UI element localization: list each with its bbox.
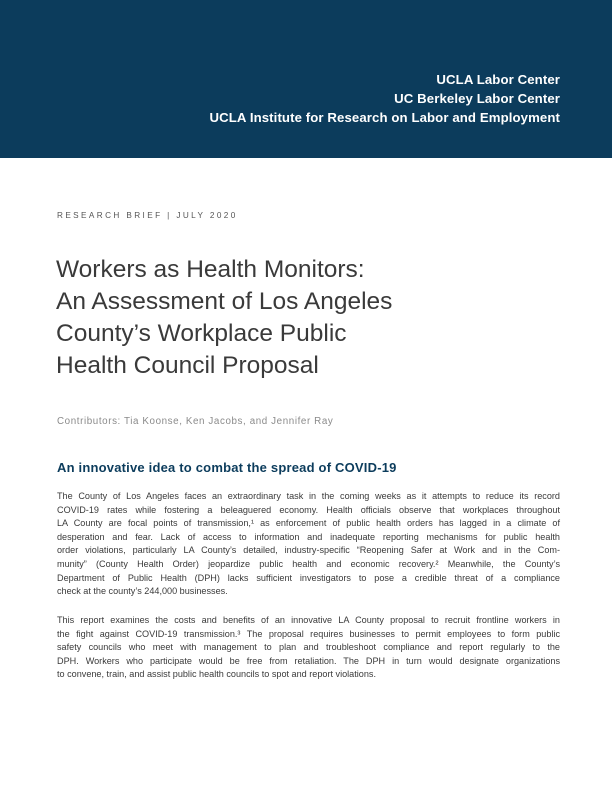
paragraph-line: DPH. Workers who participate would be free from retaliation. The DPH in turn would designate organizations <box>57 655 560 666</box>
organization-name: UC Berkeley Labor Center <box>394 91 560 106</box>
organization-list <box>210 70 560 127</box>
paragraph-line: The County of Los Angeles faces an extraordinary task in the coming weeks as it attempts to reduce its record <box>57 491 560 501</box>
section-heading: An innovative idea to combat the spread of COVID-19 <box>57 460 397 475</box>
title-line: Workers as Health Monitors: <box>56 256 365 283</box>
paragraph-line: desperation and fear. Lack of access to information and inadequate reporting mechanisms for public health <box>57 531 560 542</box>
page-title <box>56 254 476 382</box>
paragraph-line: This report examines the costs and benefits of an innovative LA County proposal to recruit frontline workers in <box>57 615 560 625</box>
paragraph-line: order violations, particularly LA County’s detailed, industry-specific “Reopening Safer at Work and in the Com- <box>57 545 560 556</box>
organization-name: UCLA Labor Center <box>436 72 560 87</box>
contributors: Contributors: Tia Koonse, Ken Jacobs, and Jennifer Ray <box>57 416 334 427</box>
paragraph-line: to convene, train, and assist public health councils to spot and report violations. <box>57 669 376 680</box>
paragraph-line: Department of Public Health (DPH) lacks sufficient investigators to pose a credible threat of a compliance <box>57 572 560 583</box>
paragraph-line: LA County are focal points of transmission,¹ as enforcement of public health orders has lagged in a climate of <box>57 518 560 529</box>
organization-name: UCLA Institute for Research on Labor and Employment <box>209 110 560 125</box>
header-banner <box>0 0 612 158</box>
paragraph-line: check at the county’s 244,000 businesses. <box>57 586 228 597</box>
paragraph-line: the fight against COVID-19 transmission.³ The proposal requires businesses to permit employees to form public <box>57 628 560 639</box>
document-type-date: RESEARCH BRIEF | JULY 2020 <box>57 211 238 220</box>
title-line: An Assessment of Los Angeles <box>56 288 393 315</box>
title-line: County’s Workplace Public <box>56 320 347 347</box>
paragraph-line: munity” (County Health Order) jeopardize public health and economic recovery.² Meanwhile, the County’s <box>57 558 560 569</box>
body-paragraph <box>57 490 560 599</box>
paragraph-line: safety councils who meet with management to plan and troubleshoot compliance and report regularly to the <box>57 642 560 653</box>
title-line: Health Council Proposal <box>56 352 319 379</box>
body-paragraph <box>57 614 560 682</box>
paragraph-line: COVID-19 rates while fostering a beleaguered economy. Health officials observe that workplaces throughout <box>57 504 560 515</box>
